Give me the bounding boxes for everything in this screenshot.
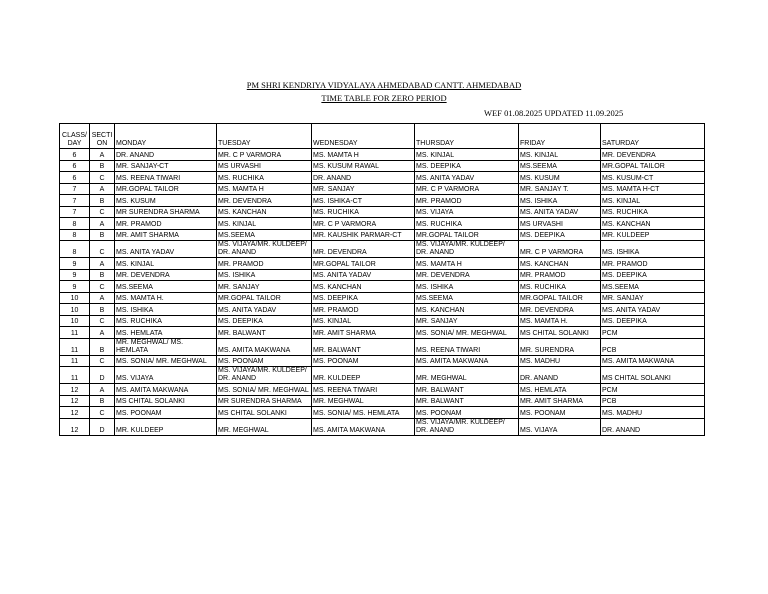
tuesday-cell: MS. VIJAYA/MR. KULDEEP/ DR. ANAND	[217, 367, 312, 384]
thursday-cell: MS. VIJAYA/MR. KULDEEP/ DR. ANAND	[415, 418, 519, 435]
class-cell: 8	[60, 241, 90, 258]
section-cell: D	[90, 418, 115, 435]
table-row	[60, 384, 705, 396]
thursday-cell: MS. REENA TIWARI	[415, 338, 519, 355]
section-cell: B	[90, 395, 115, 407]
section-cell: C	[90, 407, 115, 419]
wednesday-cell: MS. RUCHIKA	[312, 206, 415, 218]
saturday-cell: MR. DEVENDRA	[601, 149, 705, 161]
wednesday-cell: MR. PRAMOD	[312, 304, 415, 316]
friday-cell: DR. ANAND	[519, 367, 601, 384]
table-row	[60, 355, 705, 367]
wednesday-cell: MS. POONAM	[312, 355, 415, 367]
monday-cell: MR. MEGHWAL/ MS. HEMLATA	[115, 338, 217, 355]
saturday-cell: MS. MADHU	[601, 407, 705, 419]
friday-cell: MS. DEEPIKA	[519, 229, 601, 241]
tuesday-cell: MS. POONAM	[217, 355, 312, 367]
section-cell: B	[90, 160, 115, 172]
class-cell: 11	[60, 338, 90, 355]
monday-cell: MR. DEVENDRA	[115, 269, 217, 281]
class-cell: 10	[60, 304, 90, 316]
saturday-cell: MS. KANCHAN	[601, 218, 705, 230]
section-cell: B	[90, 229, 115, 241]
table-row	[60, 160, 705, 172]
thursday-cell: MR. SANJAY	[415, 315, 519, 327]
thursday-cell: MS.SEEMA	[415, 292, 519, 304]
thursday-cell: MS. MAMTA H	[415, 258, 519, 270]
wednesday-cell: MS. ISHIKA-CT	[312, 195, 415, 207]
class-cell: 9	[60, 269, 90, 281]
tuesday-cell: MR. SANJAY	[217, 281, 312, 293]
tuesday-cell: MR. MEGHWAL	[217, 418, 312, 435]
friday-cell: MS. KANCHAN	[519, 258, 601, 270]
wednesday-cell: MR.GOPAL TAILOR	[312, 258, 415, 270]
monday-cell: MR SURENDRA SHARMA	[115, 206, 217, 218]
table-row	[60, 327, 705, 339]
monday-cell: MR. KULDEEP	[115, 418, 217, 435]
class-cell: 7	[60, 195, 90, 207]
friday-cell: MS CHITAL SOLANKI	[519, 327, 601, 339]
table-row	[60, 292, 705, 304]
wednesday-cell: MS. MAMTA H	[312, 149, 415, 161]
table-row	[60, 367, 705, 384]
wednesday-cell: DR. ANAND	[312, 172, 415, 184]
thursday-cell: MS. KINJAL	[415, 149, 519, 161]
saturday-cell: MR. KULDEEP	[601, 229, 705, 241]
monday-cell: MS. VIJAYA	[115, 367, 217, 384]
thursday-cell: MS. VIJAYA	[415, 206, 519, 218]
tuesday-cell: MS. MAMTA H	[217, 183, 312, 195]
section-cell: A	[90, 258, 115, 270]
saturday-cell: PCB	[601, 395, 705, 407]
friday-cell: MR.GOPAL TAILOR	[519, 292, 601, 304]
wednesday-cell: MR. C P VARMORA	[312, 218, 415, 230]
class-header: CLASS/ DAY	[60, 124, 90, 149]
tuesday-cell: MS. DEEPIKA	[217, 315, 312, 327]
tuesday-header: TUESDAY	[217, 124, 312, 149]
thursday-cell: MS. RUCHIKA	[415, 218, 519, 230]
tuesday-cell: MS. RUCHIKA	[217, 172, 312, 184]
class-cell: 7	[60, 183, 90, 195]
section-cell: C	[90, 355, 115, 367]
thursday-cell: MR. BALWANT	[415, 384, 519, 396]
saturday-cell: MR.GOPAL TAILOR	[601, 160, 705, 172]
friday-cell: MS. KUSUM	[519, 172, 601, 184]
monday-cell: MS.SEEMA	[115, 281, 217, 293]
table-row	[60, 395, 705, 407]
wednesday-header: WEDNESDAY	[312, 124, 415, 149]
monday-cell: MR. SANJAY-CT	[115, 160, 217, 172]
friday-cell: MR. SANJAY T.	[519, 183, 601, 195]
section-cell: C	[90, 206, 115, 218]
monday-cell: MS. KUSUM	[115, 195, 217, 207]
friday-cell: MS. RUCHIKA	[519, 281, 601, 293]
table-row	[60, 269, 705, 281]
class-cell: 12	[60, 418, 90, 435]
saturday-cell: PCB	[601, 338, 705, 355]
friday-cell: MS URVASHI	[519, 218, 601, 230]
saturday-cell: MS.SEEMA	[601, 281, 705, 293]
friday-header: FRIDAY	[519, 124, 601, 149]
thursday-cell: MR. BALWANT	[415, 395, 519, 407]
friday-cell: MR. SURENDRA	[519, 338, 601, 355]
tuesday-cell: MR. BALWANT	[217, 327, 312, 339]
monday-cell: MR. PRAMOD	[115, 218, 217, 230]
friday-cell: MR. DEVENDRA	[519, 304, 601, 316]
tuesday-cell: MS. VIJAYA/MR. KULDEEP/ DR. ANAND	[217, 241, 312, 258]
class-cell: 11	[60, 355, 90, 367]
thursday-cell: MR. C P VARMORA	[415, 183, 519, 195]
section-cell: C	[90, 315, 115, 327]
wednesday-cell: MS. REENA TIWARI	[312, 384, 415, 396]
wednesday-cell: MR. DEVENDRA	[312, 241, 415, 258]
tuesday-cell: MS. KINJAL	[217, 218, 312, 230]
saturday-cell: MS. KUSUM-CT	[601, 172, 705, 184]
class-cell: 6	[60, 172, 90, 184]
timetable-subtitle: TIME TABLE FOR ZERO PERIOD	[321, 93, 447, 103]
table-row	[60, 206, 705, 218]
thursday-cell: MR. PRAMOD	[415, 195, 519, 207]
table-row	[60, 149, 705, 161]
thursday-cell: MS. KANCHAN	[415, 304, 519, 316]
saturday-cell: PCM	[601, 384, 705, 396]
thursday-cell: MS. VIJAYA/MR. KULDEEP/ DR. ANAND	[415, 241, 519, 258]
friday-cell: MR. C P VARMORA	[519, 241, 601, 258]
tuesday-cell: MS CHITAL SOLANKI	[217, 407, 312, 419]
wednesday-cell: MS. SONIA/ MS. HEMLATA	[312, 407, 415, 419]
monday-cell: MS. RUCHIKA	[115, 315, 217, 327]
wednesday-cell: MS. DEEPIKA	[312, 292, 415, 304]
saturday-cell: MS. DEEPIKA	[601, 269, 705, 281]
class-cell: 6	[60, 149, 90, 161]
wednesday-cell: MS. ANITA YADAV	[312, 269, 415, 281]
effective-date: WEF 01.08.2025 UPDATED 11.09.2025	[484, 108, 624, 118]
thursday-cell: MS. POONAM	[415, 407, 519, 419]
class-cell: 11	[60, 327, 90, 339]
wednesday-cell: MS. KINJAL	[312, 315, 415, 327]
table-row	[60, 172, 705, 184]
tuesday-cell: MR.GOPAL TAILOR	[217, 292, 312, 304]
saturday-header: SATURDAY	[601, 124, 705, 149]
wednesday-cell: MR. MEGHWAL	[312, 395, 415, 407]
section-cell: A	[90, 149, 115, 161]
class-cell: 12	[60, 407, 90, 419]
monday-cell: MS. ANITA YADAV	[115, 241, 217, 258]
thursday-cell: MS. ANITA YADAV	[415, 172, 519, 184]
class-cell: 7	[60, 206, 90, 218]
thursday-cell: MR. MEGHWAL	[415, 367, 519, 384]
monday-cell: MS. KINJAL	[115, 258, 217, 270]
section-cell: A	[90, 218, 115, 230]
class-cell: 10	[60, 315, 90, 327]
tuesday-cell: MS. ANITA YADAV	[217, 304, 312, 316]
tuesday-cell: MR SURENDRA SHARMA	[217, 395, 312, 407]
class-cell: 8	[60, 229, 90, 241]
class-cell: 12	[60, 395, 90, 407]
table-row	[60, 315, 705, 327]
thursday-cell: MS. ISHIKA	[415, 281, 519, 293]
class-cell: 9	[60, 281, 90, 293]
table-row	[60, 281, 705, 293]
table-row	[60, 183, 705, 195]
saturday-cell: MS. ANITA YADAV	[601, 304, 705, 316]
saturday-cell: MS CHITAL SOLANKI	[601, 367, 705, 384]
monday-cell: MS CHITAL SOLANKI	[115, 395, 217, 407]
wednesday-cell: MR. AMIT SHARMA	[312, 327, 415, 339]
monday-cell: MS. ISHIKA	[115, 304, 217, 316]
friday-cell: MS. MADHU	[519, 355, 601, 367]
thursday-header: THURSDAY	[415, 124, 519, 149]
monday-cell: MS. REENA TIWARI	[115, 172, 217, 184]
class-cell: 12	[60, 384, 90, 396]
tuesday-cell: MS. KANCHAN	[217, 206, 312, 218]
section-cell: A	[90, 183, 115, 195]
table-row	[60, 407, 705, 419]
tuesday-cell: MS.SEEMA	[217, 229, 312, 241]
wednesday-cell: MS. KUSUM RAWAL	[312, 160, 415, 172]
saturday-cell: PCM	[601, 327, 705, 339]
saturday-cell: MS. DEEPIKA	[601, 315, 705, 327]
thursday-cell: MS. SONIA/ MR. MEGHWAL	[415, 327, 519, 339]
saturday-cell: MS. MAMTA H-CT	[601, 183, 705, 195]
saturday-cell: MR. PRAMOD	[601, 258, 705, 270]
tuesday-cell: MS. AMITA MAKWANA	[217, 338, 312, 355]
thursday-cell: MS. DEEPIKA	[415, 160, 519, 172]
wednesday-cell: MR. SANJAY	[312, 183, 415, 195]
saturday-cell: MS. ISHIKA	[601, 241, 705, 258]
section-cell: B	[90, 195, 115, 207]
section-cell: A	[90, 292, 115, 304]
section-cell: D	[90, 367, 115, 384]
wednesday-cell: MS. AMITA MAKWANA	[312, 418, 415, 435]
saturday-cell: DR. ANAND	[601, 418, 705, 435]
friday-cell: MR. PRAMOD	[519, 269, 601, 281]
friday-cell: MS. HEMLATA	[519, 384, 601, 396]
monday-cell: MR.GOPAL TAILOR	[115, 183, 217, 195]
section-cell: C	[90, 281, 115, 293]
saturday-cell: MS. RUCHIKA	[601, 206, 705, 218]
tuesday-cell: MS URVASHI	[217, 160, 312, 172]
class-cell: 8	[60, 218, 90, 230]
thursday-cell: MR.GOPAL TAILOR	[415, 229, 519, 241]
class-cell: 10	[60, 292, 90, 304]
wednesday-cell: MR. KULDEEP	[312, 367, 415, 384]
friday-cell: MS. POONAM	[519, 407, 601, 419]
wednesday-cell: MR. BALWANT	[312, 338, 415, 355]
table-row	[60, 218, 705, 230]
saturday-cell: MR. SANJAY	[601, 292, 705, 304]
section-cell: C	[90, 172, 115, 184]
class-cell: 6	[60, 160, 90, 172]
thursday-cell: MR. DEVENDRA	[415, 269, 519, 281]
wednesday-cell: MS. KANCHAN	[312, 281, 415, 293]
monday-cell: MS. HEMLATA	[115, 327, 217, 339]
table-header-row	[60, 124, 705, 149]
friday-cell: MS.SEEMA	[519, 160, 601, 172]
monday-header: MONDAY	[115, 124, 217, 149]
monday-cell: MR. AMIT SHARMA	[115, 229, 217, 241]
section-cell: B	[90, 304, 115, 316]
tuesday-cell: MR. DEVENDRA	[217, 195, 312, 207]
section-cell: A	[90, 384, 115, 396]
friday-cell: MS. ISHIKA	[519, 195, 601, 207]
friday-cell: MS. ANITA YADAV	[519, 206, 601, 218]
zero-period-timetable	[59, 123, 705, 436]
monday-cell: MS. MAMTA H.	[115, 292, 217, 304]
thursday-cell: MS. AMITA MAKWANA	[415, 355, 519, 367]
monday-cell: MS. POONAM	[115, 407, 217, 419]
monday-cell: MS. AMITA MAKWANA	[115, 384, 217, 396]
section-cell: C	[90, 241, 115, 258]
friday-cell: MS. VIJAYA	[519, 418, 601, 435]
section-cell: A	[90, 327, 115, 339]
class-cell: 9	[60, 258, 90, 270]
monday-cell: DR. ANAND	[115, 149, 217, 161]
friday-cell: MR. AMIT SHARMA	[519, 395, 601, 407]
tuesday-cell: MS. SONIA/ MR. MEGHWAL	[217, 384, 312, 396]
friday-cell: MS. KINJAL	[519, 149, 601, 161]
tuesday-cell: MR. PRAMOD	[217, 258, 312, 270]
saturday-cell: MS. AMITA MAKWANA	[601, 355, 705, 367]
monday-cell: MS. SONIA/ MR. MEGHWAL	[115, 355, 217, 367]
saturday-cell: MS. KINJAL	[601, 195, 705, 207]
table-row	[60, 195, 705, 207]
class-cell: 11	[60, 367, 90, 384]
table-row	[60, 229, 705, 241]
table-row	[60, 258, 705, 270]
tuesday-cell: MR. C P VARMORA	[217, 149, 312, 161]
table-row	[60, 418, 705, 435]
wednesday-cell: MR. KAUSHIK PARMAR-CT	[312, 229, 415, 241]
school-title: PM SHRI KENDRIYA VIDYALAYA AHMEDABAD CANTT. AHMEDABAD	[246, 80, 522, 90]
table-row	[60, 304, 705, 316]
table-row	[60, 338, 705, 355]
section-header: SECTI ON	[90, 124, 115, 149]
table-row	[60, 241, 705, 258]
tuesday-cell: MS. ISHIKA	[217, 269, 312, 281]
section-cell: B	[90, 338, 115, 355]
friday-cell: MS. MAMTA H.	[519, 315, 601, 327]
section-cell: B	[90, 269, 115, 281]
